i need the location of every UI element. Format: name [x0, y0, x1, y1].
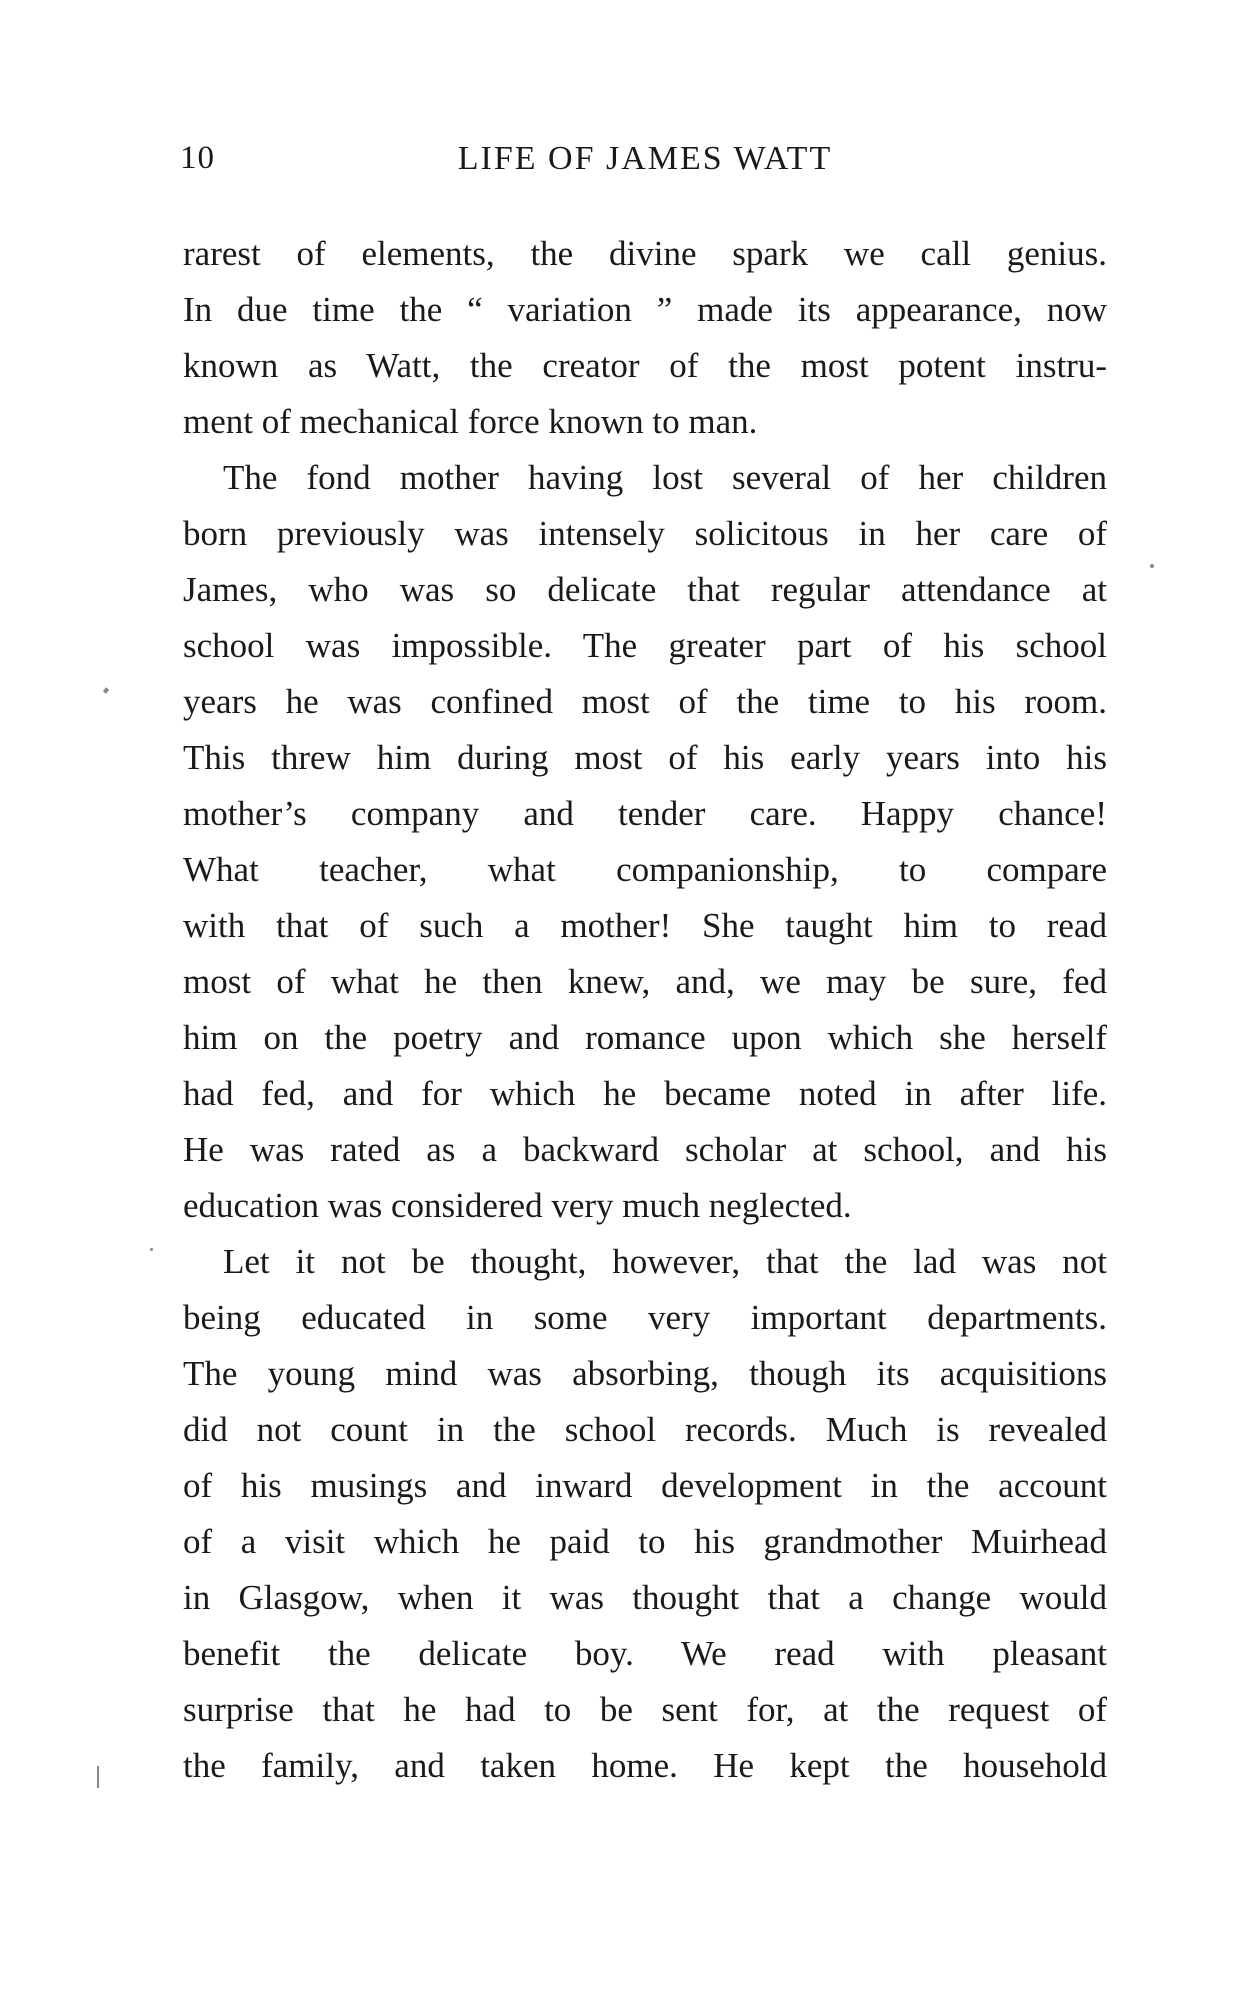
text-line: He was rated as a backward scholar at school, and his: [183, 1130, 1107, 1169]
text-line: of his musings and inward development in the account: [183, 1466, 1107, 1505]
paragraph-start-line: Let it not be thought, however, that the lad was not: [223, 1242, 1107, 1281]
text-line: education was considered very much neglected.: [183, 1186, 852, 1225]
text-line: What teacher, what companionship, to compare: [183, 850, 1107, 889]
text-line: did not count in the school records. Much is revealed: [183, 1410, 1107, 1449]
text-line: known as Watt, the creator of the most potent instru-: [183, 346, 1107, 385]
text-line: years he was confined most of the time to his room.: [183, 682, 1107, 721]
body-text: [183, 226, 1107, 1794]
text-line: in Glasgow, when it was thought that a change would: [183, 1578, 1107, 1617]
text-line: surprise that he had to be sent for, at the request of: [183, 1690, 1107, 1729]
text-line: had fed, and for which he became noted in after life.: [183, 1074, 1107, 1113]
text-line: born previously was intensely solicitous in her care of: [183, 514, 1107, 553]
page-number: 10: [180, 140, 215, 176]
running-title: LIFE OF JAMES WATT: [457, 140, 833, 177]
text-line: of a visit which he paid to his grandmother Muirhead: [183, 1522, 1107, 1561]
scan-speck: [150, 1248, 153, 1251]
text-line: mother’s company and tender care. Happy chance!: [183, 794, 1107, 833]
text-line: the family, and taken home. He kept the household: [183, 1746, 1107, 1785]
text-line: school was impossible. The greater part of his school: [183, 626, 1107, 665]
text-line: with that of such a mother! She taught him to read: [183, 906, 1107, 945]
text-line: The young mind was absorbing, though its acquisitions: [183, 1354, 1107, 1393]
text-line: James, who was so delicate that regular attendance at: [183, 570, 1107, 609]
scan-speck: [97, 1766, 99, 1788]
page-header: [180, 140, 1110, 190]
text-line: This threw him during most of his early years into his: [183, 738, 1107, 777]
text-line: benefit the delicate boy. We read with pleasant: [183, 1634, 1107, 1673]
text-line: In due time the “ variation ” made its appearance, now: [183, 290, 1107, 329]
scan-speck: [103, 687, 109, 693]
text-line: being educated in some very important departments.: [183, 1298, 1107, 1337]
text-line: rarest of elements, the divine spark we call genius.: [183, 234, 1107, 273]
text-line: most of what he then knew, and, we may be sure, fed: [183, 962, 1107, 1001]
scan-speck: [1150, 564, 1154, 568]
text-line: him on the poetry and romance upon which she herself: [183, 1018, 1107, 1057]
paragraph-start-line: The fond mother having lost several of her children: [223, 458, 1107, 497]
text-line: ment of mechanical force known to man.: [183, 402, 758, 441]
